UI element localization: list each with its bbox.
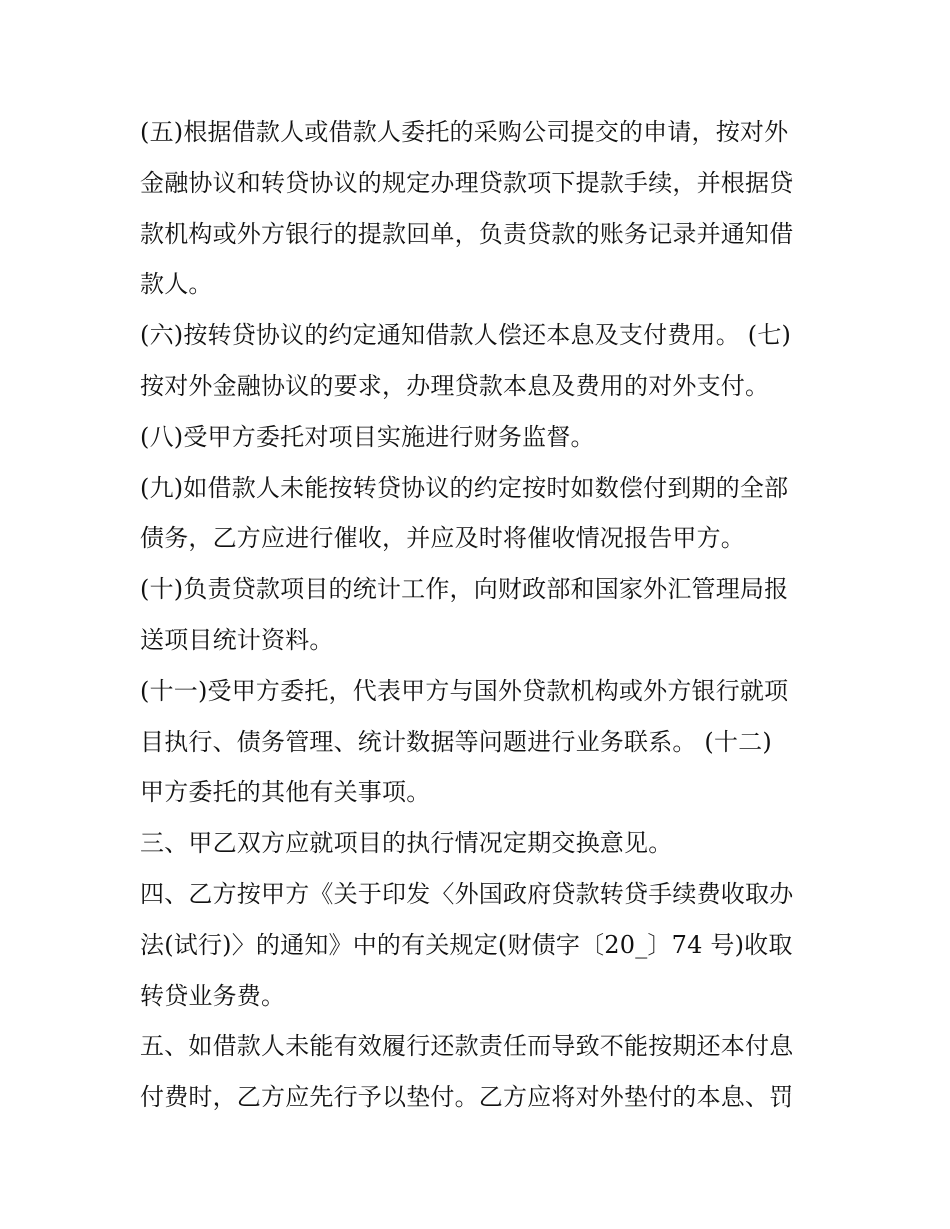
- text-line: 甲方委托的其他有关事项。: [140, 778, 431, 807]
- text-line: (五)根据借款人或借款人委托的采购公司提交的申请，按对外: [140, 118, 789, 146]
- text-line: 款人。: [140, 270, 213, 299]
- text-line: 送项目统计资料。: [140, 625, 334, 654]
- text-line: 付费时，乙方应先行予以垫付。乙方应将对外垫付的本息、罚: [140, 1083, 794, 1112]
- text-line: 按对外金融协议的要求，办理贷款本息及费用的对外支付。: [140, 371, 770, 400]
- text-line: 法(试行)〉的通知》中的有关规定(财债字〔20_〕74 号)收取: [140, 930, 793, 959]
- text-line: (九)如借款人未能按转贷协议的约定按时如数偿付到期的全部: [140, 473, 789, 502]
- text-line: 金融协议和转贷协议的规定办理贷款项下提款手续，并根据贷: [140, 168, 794, 197]
- text-line: 债务，乙方应进行催收，并应及时将催收情况报告甲方。: [140, 524, 745, 553]
- text-line: 四、乙方按甲方《关于印发〈外国政府贷款转贷手续费收取办: [140, 879, 794, 908]
- text-line: (十一)受甲方委托，代表甲方与国外贷款机构或外方银行就项: [140, 676, 789, 705]
- text-line: 转贷业务费。: [140, 981, 286, 1010]
- text-line: 目执行、债务管理、统计数据等问题进行业务联系。 (十二): [140, 727, 772, 756]
- document-body: [140, 107, 820, 1123]
- text-line: 五、如借款人未能有效履行还款责任而导致不能按期还本付息: [140, 1032, 794, 1061]
- text-line: (六)按转贷协议的约定通知借款人偿还本息及支付费用。 (七): [140, 321, 792, 350]
- text-line: 三、甲乙双方应就项目的执行情况定期交换意见。: [140, 829, 673, 858]
- text-line: (八)受甲方委托对项目实施进行财务监督。: [140, 422, 595, 451]
- text-line: (十)负责贷款项目的统计工作，向财政部和国家外汇管理局报: [140, 575, 789, 604]
- text-line: 款机构或外方银行的提款回单，负责贷款的账务记录并通知借: [140, 219, 794, 248]
